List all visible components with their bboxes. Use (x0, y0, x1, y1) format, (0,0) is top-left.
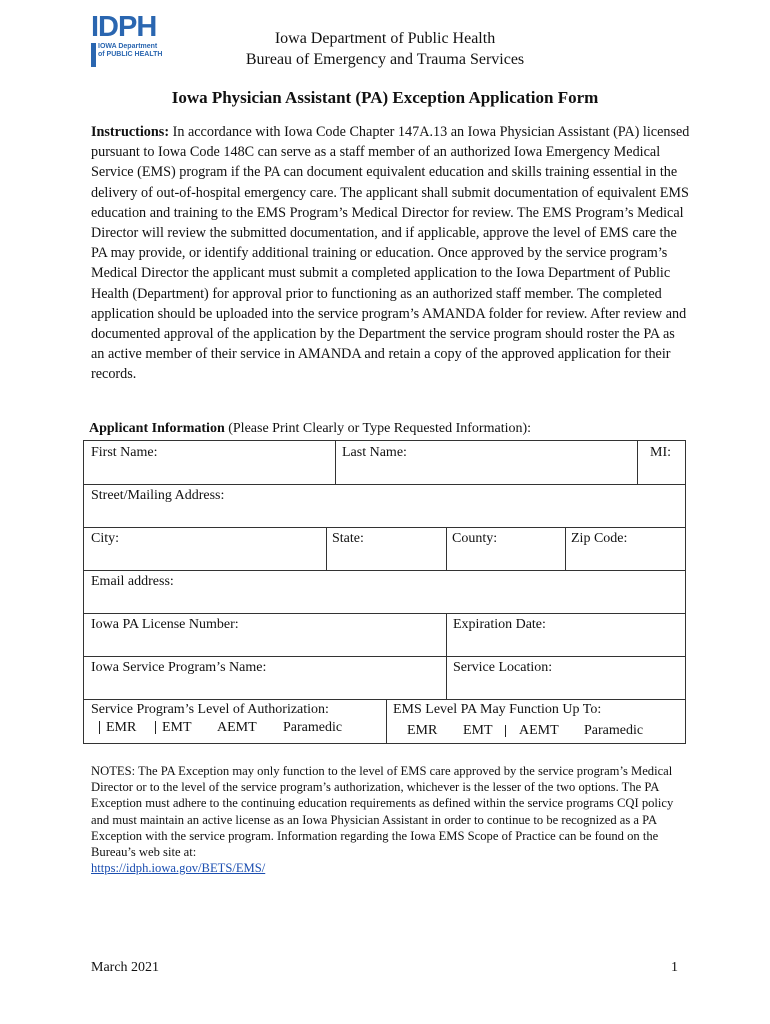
auth-option-emr[interactable]: EMR (106, 720, 137, 735)
applicant-info-heading (89, 421, 531, 437)
mi-field[interactable]: MI: (650, 445, 671, 460)
page-number: 1 (671, 960, 678, 975)
applicant-form-table (83, 440, 686, 744)
bets-ems-link[interactable]: https://idph.iowa.gov/BETS/EMS/ (91, 861, 266, 876)
instructions-text: In accordance with Iowa Code Chapter 147A.13 an Iowa Physician Assistant (PA) licensed pursuant to Iowa Code 148C can serve as a staff member of an authorized Iowa Emergency Medical Service (EMS) program if the PA can document equivalent education and skills training essential in the delivery of out-of-hospital emergency care. The applicant shall submit documentation of equivalent EMS education and training to the EMS Program’s Medical Director for review. The EMS Program’s Medical Director will review the submitted documentation, and if applicable, approve the level of EMS care the PA may provide, or identify additional training or education. Once approved by the service program’s Medical Director the applicant must submit a completed application to the Iowa Department of Public Health (Department) for approval prior to functioning as an authorized staff member. The completed application should be uploaded into the service program’s AMANDA folder for review. After review and documented approval of the application by the Department the service program should roster the PA as an active member of their service in AMANDA and retain a copy of the approved application for their records. (91, 124, 690, 383)
city-field[interactable]: City: (91, 531, 120, 546)
first-name-field[interactable]: First Name: (91, 445, 158, 460)
notes-text: NOTES: The PA Exception may only function to the level of EMS care approved by the service program’s Medical Director or to the level of the service program’s authorization, whichever is the lesser of the two options. The PA Exception must adhere to the continuing education requirements as defined within the service programs CQI policy and must maintain an active license as an Iowa Physician Assistant in order to continue to be recognized as a PA Exception with the service program. Information regarding the Iowa EMS Scope of Practice can be found on the Bureau’s web site at: (91, 764, 674, 860)
footer-date: March 2021 (91, 960, 160, 975)
aemt-checkbox[interactable] (505, 725, 507, 737)
col-divider (386, 699, 387, 743)
logo-line2: of PUBLIC HEALTH (98, 51, 163, 58)
expiration-date-field[interactable]: Expiration Date: (453, 617, 546, 632)
auth-option-paramedic[interactable]: Paramedic (283, 720, 343, 735)
function-up-to-label: EMS Level PA May Function Up To: (393, 702, 602, 717)
row-divider (84, 613, 685, 614)
program-name-field[interactable]: Iowa Service Program’s Name: (91, 660, 267, 675)
col-divider (335, 441, 336, 484)
email-field[interactable]: Email address: (91, 574, 174, 589)
col-divider (446, 527, 447, 570)
function-option-emr[interactable]: EMR (407, 723, 438, 738)
col-divider (326, 527, 327, 570)
emt-checkbox[interactable] (155, 721, 157, 734)
applicant-heading-label: Applicant Information (89, 421, 225, 436)
instructions-paragraph (91, 122, 691, 385)
notes-paragraph (91, 763, 691, 876)
auth-option-emt[interactable]: EMT (162, 720, 192, 735)
zip-code-field[interactable]: Zip Code: (571, 531, 628, 546)
col-divider (565, 527, 566, 570)
state-field[interactable]: State: (332, 531, 364, 546)
row-divider (84, 570, 685, 571)
function-option-aemt[interactable]: AEMT (519, 723, 559, 738)
last-name-field[interactable]: Last Name: (342, 445, 407, 460)
function-option-paramedic[interactable]: Paramedic (584, 723, 644, 738)
row-divider (84, 699, 685, 700)
col-divider (446, 613, 447, 699)
service-location-field[interactable]: Service Location: (453, 660, 553, 675)
level-of-authorization-label: Service Program’s Level of Authorization: (91, 702, 329, 717)
row-divider (84, 656, 685, 657)
license-number-field[interactable]: Iowa PA License Number: (91, 617, 239, 632)
col-divider (637, 441, 638, 484)
street-address-field[interactable]: Street/Mailing Address: (91, 488, 225, 503)
function-option-emt[interactable]: EMT (463, 723, 493, 738)
auth-option-aemt[interactable]: AEMT (217, 720, 257, 735)
applicant-subheading: (Please Print Clearly or Type Requested Information): (224, 421, 532, 436)
logo-abbr: IDPH (91, 11, 157, 43)
org-name: Iowa Department of Public Health (274, 30, 496, 47)
row-divider (84, 484, 685, 485)
logo-line1: IOWA Department (98, 43, 158, 50)
county-field[interactable]: County: (452, 531, 498, 546)
instructions-label: Instructions: (91, 124, 170, 140)
bureau-name: Bureau of Emergency and Trauma Services (245, 51, 525, 68)
page-title: Iowa Physician Assistant (PA) Exception Application Form (171, 88, 599, 107)
row-divider (84, 527, 685, 528)
emr-checkbox[interactable] (99, 721, 101, 734)
